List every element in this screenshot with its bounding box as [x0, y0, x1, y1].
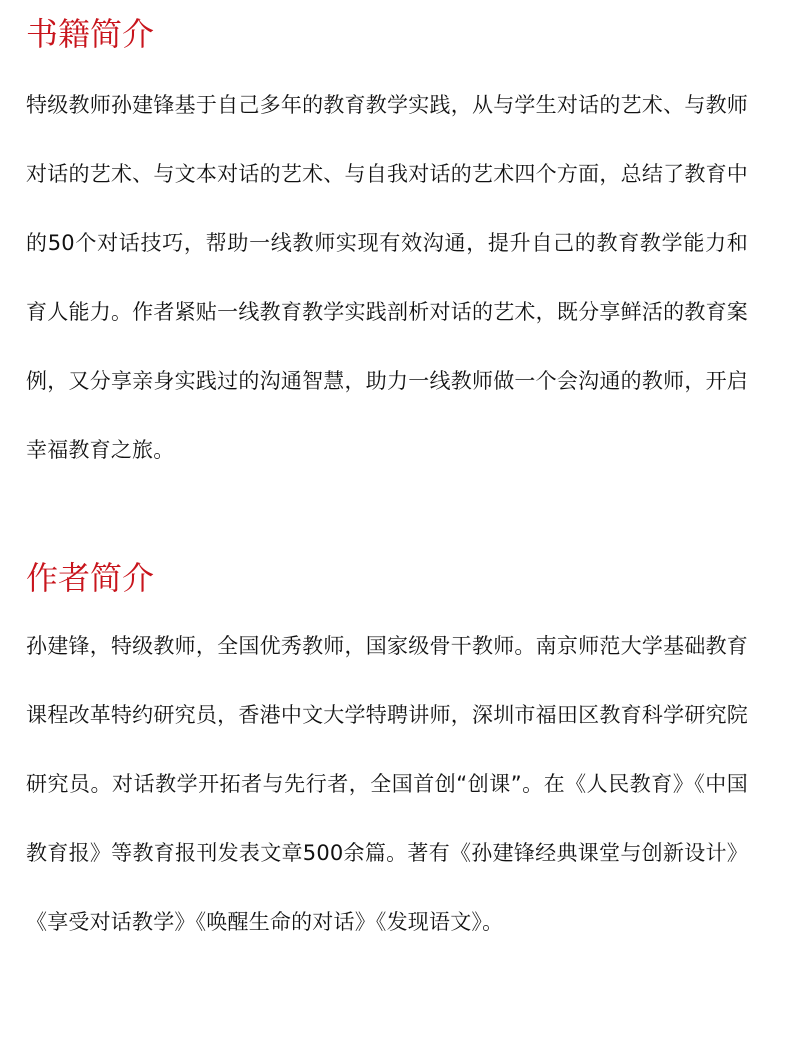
- author-intro-heading: 作者简介: [26, 559, 155, 597]
- author-intro-paragraph: 孙建锋，特级教师，全国优秀教师，国家级骨干教师。南京师范大学基础教育课程改革特约研究员，香港中文大学特聘讲师，深圳市福田区教育科学研究院研究员。对话教学开拓者与先行者，全国首创“创课”。在《人民教育》《中国教育报》等教育报刊发表文章500余篇。著有《孙建锋经典课堂与创新设计》《享受对话教学》《唤醒生命的对话》《发现语文》。: [26, 634, 748, 934]
- book-intro-heading: 书籍简介: [26, 15, 155, 53]
- book-intro-paragraph: 特级教师孙建锋基于自己多年的教育教学实践，从与学生对话的艺术、与教师对话的艺术、与文本对话的艺术、与自我对话的艺术四个方面，总结了教育中的50个对话技巧，帮助一线教师实现有效沟通，提升自己的教育教学能力和育人能力。作者紧贴一线教育教学实践剖析对话的艺术，既分享鲜活的教育案例，又分享亲身实践过的沟通智慧，助力一线教师做一个会沟通的教师，开启幸福教育之旅。: [26, 93, 748, 462]
